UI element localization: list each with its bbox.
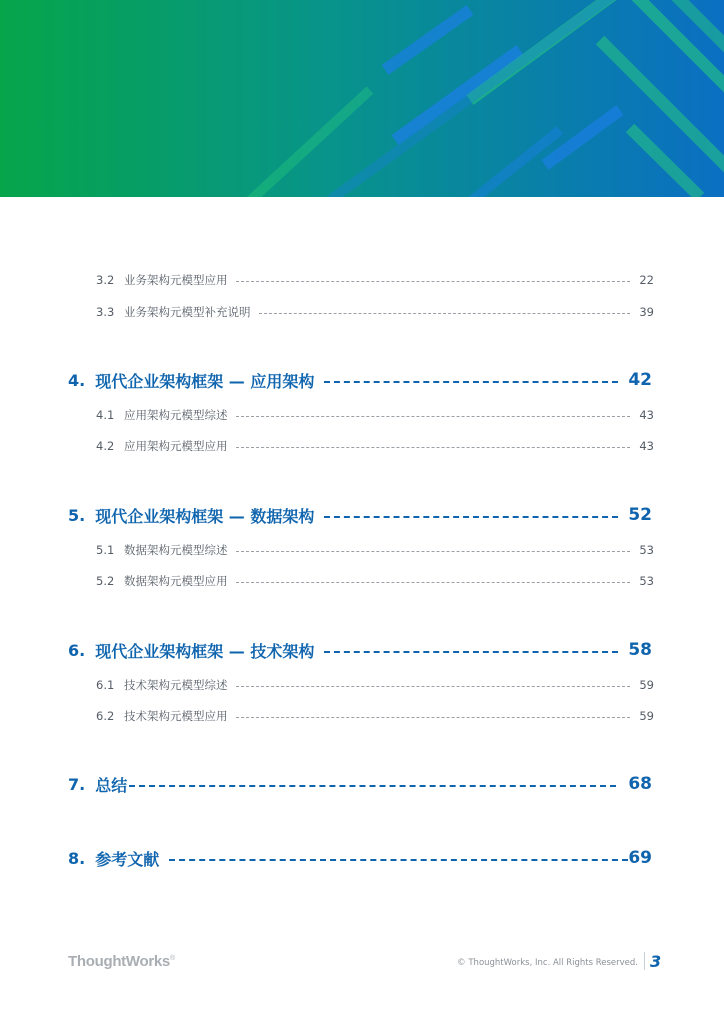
dash-leader bbox=[129, 785, 616, 787]
toc-chapter-number: 4. bbox=[68, 370, 86, 390]
toc-number: 6.2 bbox=[96, 709, 115, 723]
toc-chapter-page: 58 bbox=[628, 640, 652, 660]
toc-title: 数据架构元模型综述 bbox=[124, 543, 228, 557]
toc-number: 6.1 bbox=[96, 678, 115, 692]
dot-leader bbox=[259, 313, 631, 314]
toc-entry-6-1[interactable] bbox=[96, 675, 654, 695]
toc-chapter-page: 42 bbox=[628, 370, 652, 390]
toc-page: 59 bbox=[639, 709, 654, 723]
toc-page: 43 bbox=[639, 408, 654, 422]
toc-title: 业务架构元模型补充说明 bbox=[124, 305, 251, 319]
toc-chapter-title: 总结 bbox=[95, 775, 128, 795]
thoughtworks-logo bbox=[68, 953, 175, 970]
toc-number: 5.1 bbox=[96, 543, 115, 557]
toc-entry-5-2[interactable] bbox=[96, 571, 654, 591]
toc-title: 技术架构元模型应用 bbox=[124, 709, 228, 723]
toc-number: 3.2 bbox=[96, 273, 115, 287]
toc-chapter-number: 5. bbox=[68, 505, 86, 525]
toc-chapter-4[interactable] bbox=[68, 366, 652, 394]
toc-title: 技术架构元模型综述 bbox=[124, 678, 228, 692]
toc-chapter-7[interactable] bbox=[68, 770, 652, 798]
toc-chapter-number: 8. bbox=[68, 848, 86, 868]
toc-entry-3-2[interactable] bbox=[96, 270, 654, 290]
dot-leader bbox=[236, 551, 631, 552]
toc-chapter-title: 现代企业架构框架 — 技术架构 bbox=[95, 641, 315, 661]
toc-chapter-number: 6. bbox=[68, 640, 86, 660]
toc-page: 53 bbox=[639, 543, 654, 557]
toc-chapter-page: 69 bbox=[628, 848, 652, 868]
toc-entry-6-2[interactable] bbox=[96, 706, 654, 726]
toc-number: 3.3 bbox=[96, 305, 115, 319]
dash-leader bbox=[169, 859, 628, 861]
page-number: 3 bbox=[644, 952, 664, 970]
toc-chapter-page: 52 bbox=[628, 505, 652, 525]
toc-entry-4-2[interactable] bbox=[96, 436, 654, 456]
toc-number: 4.2 bbox=[96, 439, 115, 453]
toc-title: 数据架构元模型应用 bbox=[124, 574, 228, 588]
dot-leader bbox=[236, 447, 631, 448]
dash-leader bbox=[324, 651, 618, 653]
toc-page: 53 bbox=[639, 574, 654, 588]
dash-leader bbox=[324, 381, 618, 383]
toc-page: 59 bbox=[639, 678, 654, 692]
toc-chapter-title: 现代企业架构框架 — 数据架构 bbox=[95, 506, 315, 526]
toc-chapter-8[interactable] bbox=[68, 844, 652, 872]
toc-title: 业务架构元模型应用 bbox=[124, 273, 228, 287]
toc-number: 4.1 bbox=[96, 408, 115, 422]
dot-leader bbox=[236, 686, 631, 687]
dot-leader bbox=[236, 281, 631, 282]
dot-leader bbox=[236, 582, 631, 583]
toc-page: 22 bbox=[639, 273, 654, 287]
toc-chapter-5[interactable] bbox=[68, 501, 652, 529]
toc-title: 应用架构元模型综述 bbox=[124, 408, 228, 422]
toc-entry-4-1[interactable] bbox=[96, 405, 654, 425]
toc-title: 应用架构元模型应用 bbox=[124, 439, 228, 453]
toc-chapter-number: 7. bbox=[68, 774, 86, 794]
toc-page: 43 bbox=[639, 439, 654, 453]
toc-chapter-title: 现代企业架构框架 — 应用架构 bbox=[95, 371, 315, 391]
toc-chapter-page: 68 bbox=[628, 774, 652, 794]
dash-leader bbox=[324, 516, 618, 518]
toc-entry-5-1[interactable] bbox=[96, 540, 654, 560]
toc-page: 39 bbox=[639, 305, 654, 319]
dot-leader bbox=[236, 717, 631, 718]
toc-entry-3-3[interactable] bbox=[96, 302, 654, 322]
toc-number: 5.2 bbox=[96, 574, 115, 588]
dot-leader bbox=[236, 416, 631, 417]
logo-text: ThoughtWorks bbox=[68, 953, 170, 970]
toc-chapter-title: 参考文献 bbox=[95, 849, 160, 869]
logo-mark: ® bbox=[169, 955, 175, 962]
toc-chapter-6[interactable] bbox=[68, 636, 652, 664]
copyright-notice: © ThoughtWorks, Inc. All Rights Reserved. bbox=[457, 958, 638, 968]
